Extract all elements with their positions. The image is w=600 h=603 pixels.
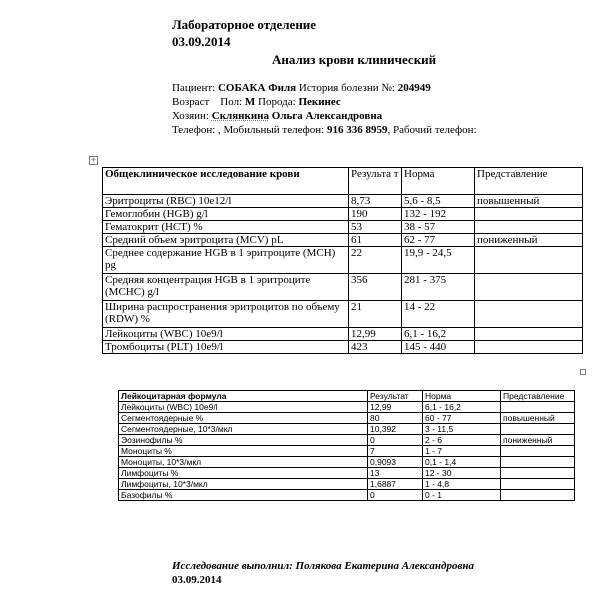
table-cell: 132 - 192 (402, 208, 475, 221)
table-row (119, 435, 575, 446)
table-cell: 22 (349, 247, 402, 274)
table-cell: 3 - 11,5 (423, 424, 501, 435)
patient-name: СОБАКА Филя (217, 82, 297, 94)
column-header: Лейкоцитарная формула (119, 391, 368, 402)
column-header: Результат (368, 391, 423, 402)
table-cell: Моноциты % (119, 446, 368, 457)
table-cell: Лимфоциты, 10*3/мкл (119, 479, 368, 490)
table-row (119, 446, 575, 457)
table-cell: 6,1 - 16,2 (402, 328, 475, 341)
column-header: Норма (423, 391, 501, 402)
table-row (103, 341, 583, 354)
owner-surname: Склянкина (211, 110, 270, 122)
department-title: Лабораторное отделение (172, 17, 317, 32)
table-row (103, 328, 583, 341)
table-row (119, 402, 575, 413)
table-cell: пониженный (501, 435, 575, 446)
age-sex-breed-line: Возраст Пол: М Порода: Пекинес (172, 96, 341, 108)
table-row (103, 234, 583, 247)
table-cell: Средний объем эритроцита (MCV) pL (103, 234, 349, 247)
sex-value: М (244, 96, 256, 108)
report-title: Анализ крови клинический (272, 52, 437, 67)
owner-name: Ольга Александровна (271, 110, 383, 122)
table-cell: 10,392 (368, 424, 423, 435)
table-cell (501, 490, 575, 501)
table-cell: Гемоглобин (HGB) g/l (103, 208, 349, 221)
table-cell: Лейкоциты (WBC) 10e9/l (119, 402, 368, 413)
footer-date: 03.09.2014 (172, 574, 222, 586)
table-row (103, 221, 583, 234)
table-cell: Ширина распространения эритроцитов по объему (RDW) % (103, 301, 349, 328)
table-cell: повышенный (475, 195, 583, 208)
table-cell (501, 424, 575, 435)
table-cell: 0 - 1 (423, 490, 501, 501)
table-cell: 423 (349, 341, 402, 354)
table-cell: 19,9 - 24,5 (402, 247, 475, 274)
breed-value: Пекинес (298, 96, 341, 108)
table-cell: пониженный (475, 234, 583, 247)
table-cell: 6,1 - 16,2 (423, 402, 501, 413)
table-cell: 190 (349, 208, 402, 221)
table-cell: 356 (349, 274, 402, 301)
table-cell (475, 221, 583, 234)
table-cell (501, 468, 575, 479)
table-cell: 21 (349, 301, 402, 328)
table-cell: Среднее содержание HGB в 1 эритроците (MCH) pg (103, 247, 349, 274)
table-cell (501, 446, 575, 457)
table-cell: 0,9093 (368, 457, 423, 468)
report-date: 03.09.2014 (172, 34, 231, 49)
table-cell: Тромбоциты (PLT) 10e9/l (103, 341, 349, 354)
mobile-value: 916 336 8959 (326, 124, 388, 136)
table-row (103, 208, 583, 221)
table-cell (475, 301, 583, 328)
table-cell: Лейкоциты (WBC) 10e9/l (103, 328, 349, 341)
blood-test-table (102, 167, 583, 354)
table-cell (475, 274, 583, 301)
patient-line: Пациент: СОБАКА Филя История болезни №: 204949 (172, 82, 431, 94)
table-cell: Лимфоциты % (119, 468, 368, 479)
table-cell: 14 - 22 (402, 301, 475, 328)
table-cell (475, 341, 583, 354)
table-cell (501, 402, 575, 413)
table-row (119, 468, 575, 479)
table-cell: 8,73 (349, 195, 402, 208)
table-cell: 61 (349, 234, 402, 247)
table-cell: 13 (368, 468, 423, 479)
table-cell: 2 - 6 (423, 435, 501, 446)
table-cell: 12,99 (349, 328, 402, 341)
table-cell: 12,99 (368, 402, 423, 413)
table-row (119, 457, 575, 468)
table-cell: 0 (368, 490, 423, 501)
owner-line: Хозяин: Склянкина Ольга Александровна (172, 110, 383, 122)
table-cell: 7 (368, 446, 423, 457)
table-cell: Сегментоядерные, 10*3/мкл (119, 424, 368, 435)
phone-line: Телефон: , Мобильный телефон: 916 336 8959, Рабочий телефон: (172, 124, 477, 136)
table-row (119, 490, 575, 501)
column-header: Результа т (349, 168, 402, 195)
table-cell: 1 - 4,8 (423, 479, 501, 490)
column-header: Представление (475, 168, 583, 195)
table-row (103, 274, 583, 301)
table-cell: 62 - 77 (402, 234, 475, 247)
table-cell: 0,1 - 1,4 (423, 457, 501, 468)
table-cell (475, 208, 583, 221)
column-header: Общеклиническое исследование крови (103, 168, 349, 195)
table-row (103, 247, 583, 274)
table-cell: 38 - 57 (402, 221, 475, 234)
table-cell: Базофилы % (119, 490, 368, 501)
table-row (119, 413, 575, 424)
table-cell: 80 (368, 413, 423, 424)
table-cell: 0 (368, 435, 423, 446)
table-header-row (103, 168, 583, 195)
table-cell: 145 - 440 (402, 341, 475, 354)
table-cell (475, 247, 583, 274)
performed-by: Исследование выполнил: Полякова Екатерина Александровна (172, 560, 474, 572)
table-row (103, 301, 583, 328)
table-row (119, 479, 575, 490)
table-cell (501, 457, 575, 468)
table-cell: 53 (349, 221, 402, 234)
table-cell: Средняя концентрация HGB в 1 эритроците (MCHC) g/l (103, 274, 349, 301)
history-number: 204949 (397, 82, 431, 94)
table-cell: 60 - 77 (423, 413, 501, 424)
table-cell: Сегментоядерные % (119, 413, 368, 424)
table-cell (501, 479, 575, 490)
table-cell: Эритроциты (RBC) 10e12/l (103, 195, 349, 208)
table-cell: Моноциты, 10*3/мкл (119, 457, 368, 468)
table-cell: 281 - 375 (402, 274, 475, 301)
table-row (103, 195, 583, 208)
table-cell: 1,6887 (368, 479, 423, 490)
table-cell (475, 328, 583, 341)
column-header: Представление (501, 391, 575, 402)
table-resize-handle-icon[interactable] (580, 369, 586, 375)
leukocyte-formula-table (118, 390, 575, 501)
table-cell: 12 - 30 (423, 468, 501, 479)
table-cell: Эозинофилы % (119, 435, 368, 446)
table-cell: 1 - 7 (423, 446, 501, 457)
table-header-row (119, 391, 575, 402)
table-cell: повышенный (501, 413, 575, 424)
table-move-handle-icon[interactable]: + (90, 156, 97, 164)
table-row (119, 424, 575, 435)
table-cell: Гематокрит (HCT) % (103, 221, 349, 234)
column-header: Норма (402, 168, 475, 195)
table-cell: 5,6 - 8,5 (402, 195, 475, 208)
